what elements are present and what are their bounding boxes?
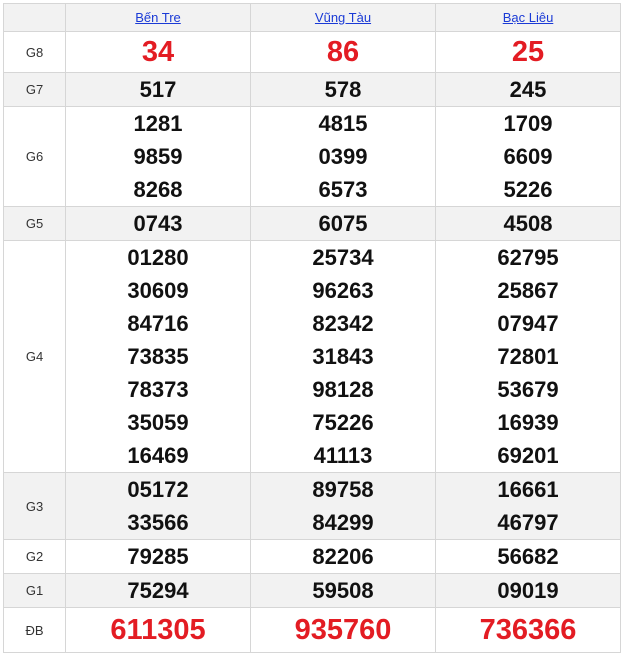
- prize-label: ĐB: [4, 608, 66, 653]
- prize-number: 79285: [127, 544, 189, 569]
- prize-cell: [251, 32, 436, 73]
- prize-cell: [66, 107, 251, 207]
- prize-number: 25734: [312, 245, 374, 270]
- prize-row-g2: [4, 540, 621, 574]
- prize-number: 16661: [497, 477, 559, 502]
- prize-number: 73835: [127, 344, 189, 369]
- prize-label: G8: [4, 32, 66, 73]
- prize-cell: [66, 473, 251, 540]
- prize-label: G6: [4, 107, 66, 207]
- prize-number: 98128: [312, 377, 374, 402]
- prize-number: 96263: [312, 278, 374, 303]
- province-link-vung-tau[interactable]: Vũng Tàu: [314, 10, 372, 25]
- prize-number: 8268: [133, 177, 183, 202]
- prize-number: 1281: [133, 111, 183, 136]
- prize-number: 89758: [312, 477, 374, 502]
- prize-cell: [66, 540, 251, 574]
- prize-number: 9859: [133, 144, 183, 169]
- prize-cell: [66, 241, 251, 473]
- prize-number: 34: [141, 36, 175, 68]
- prize-number: 69201: [497, 443, 559, 468]
- prize-cell: [251, 207, 436, 241]
- prize-cell: [66, 608, 251, 653]
- prize-number: 53679: [497, 377, 559, 402]
- prize-cell: [251, 241, 436, 473]
- prize-number: 0399: [318, 144, 368, 169]
- prize-cell: [251, 73, 436, 107]
- province-header: [251, 4, 436, 32]
- prize-row-g6: [4, 107, 621, 207]
- prize-row-g7: [4, 73, 621, 107]
- prize-number: 6573: [318, 177, 368, 202]
- prize-label: G7: [4, 73, 66, 107]
- prize-number: 33566: [127, 510, 189, 535]
- prize-number: 4815: [318, 111, 368, 136]
- prize-label: G1: [4, 574, 66, 608]
- prize-cell: [436, 473, 621, 540]
- prize-number: 736366: [479, 614, 577, 646]
- prize-number: 611305: [110, 614, 206, 646]
- prize-number: 84299: [312, 510, 374, 535]
- prize-number: 16469: [127, 443, 189, 468]
- prize-number: 56682: [497, 544, 559, 569]
- prize-cell: [436, 107, 621, 207]
- prize-number: 245: [509, 77, 547, 102]
- prize-label: G3: [4, 473, 66, 540]
- prize-label: G2: [4, 540, 66, 574]
- prize-cell: [66, 207, 251, 241]
- province-header: [66, 4, 251, 32]
- prize-row-g5: [4, 207, 621, 241]
- province-link-ben-tre[interactable]: Bến Tre: [135, 10, 181, 25]
- prize-cell: [251, 540, 436, 574]
- prize-cell: [436, 241, 621, 473]
- prize-label: G4: [4, 241, 66, 473]
- prize-number: 30609: [127, 278, 189, 303]
- prize-number: 82342: [312, 311, 374, 336]
- prize-number: 82206: [312, 544, 374, 569]
- prize-cell: [66, 73, 251, 107]
- prize-number: 4508: [503, 211, 553, 236]
- prize-number: 75294: [127, 578, 189, 603]
- prize-number: 16939: [497, 410, 559, 435]
- prize-number: 1709: [503, 111, 553, 136]
- prize-row-g4: [4, 241, 621, 473]
- prize-number: 72801: [497, 344, 559, 369]
- prize-number: 0743: [133, 211, 183, 236]
- province-link-bac-lieu[interactable]: Bạc Liêu: [502, 10, 554, 25]
- prize-number: 84716: [127, 311, 189, 336]
- prize-number: 6075: [318, 211, 368, 236]
- prize-number: 935760: [294, 614, 392, 646]
- prize-number: 07947: [497, 311, 559, 336]
- prize-number: 6609: [503, 144, 553, 169]
- prize-number: 25867: [497, 278, 559, 303]
- prize-cell: [251, 107, 436, 207]
- prize-number: 09019: [497, 578, 559, 603]
- prize-number: 41113: [313, 443, 373, 468]
- prize-number: 5226: [503, 177, 553, 202]
- header-row: [4, 4, 621, 32]
- prize-cell: [251, 574, 436, 608]
- prize-number: 35059: [127, 410, 189, 435]
- prize-cell: [436, 574, 621, 608]
- prize-number: 01280: [127, 245, 189, 270]
- prize-number: 59508: [312, 578, 374, 603]
- prize-number: 78373: [127, 377, 189, 402]
- prize-number: 86: [326, 36, 360, 68]
- prize-cell: [436, 540, 621, 574]
- prize-number: 31843: [312, 344, 374, 369]
- corner-cell: [4, 4, 66, 32]
- prize-label: G5: [4, 207, 66, 241]
- prize-number: 517: [139, 77, 177, 102]
- prize-cell: [251, 473, 436, 540]
- prize-cell: [436, 608, 621, 653]
- prize-row-g8: [4, 32, 621, 73]
- prize-row-g3: [4, 473, 621, 540]
- prize-cell: [436, 32, 621, 73]
- prize-number: 578: [324, 77, 362, 102]
- prize-number: 75226: [312, 410, 374, 435]
- prize-number: 25: [511, 36, 545, 68]
- prize-cell: [66, 32, 251, 73]
- province-header: [436, 4, 621, 32]
- prize-number: 46797: [497, 510, 559, 535]
- prize-number: 62795: [497, 245, 559, 270]
- prize-cell: [436, 73, 621, 107]
- prize-number: 05172: [127, 477, 189, 502]
- prize-cell: [66, 574, 251, 608]
- prize-cell: [251, 608, 436, 653]
- lottery-results-table: [3, 3, 621, 653]
- prize-row-db: [4, 608, 621, 653]
- prize-cell: [436, 207, 621, 241]
- prize-row-g1: [4, 574, 621, 608]
